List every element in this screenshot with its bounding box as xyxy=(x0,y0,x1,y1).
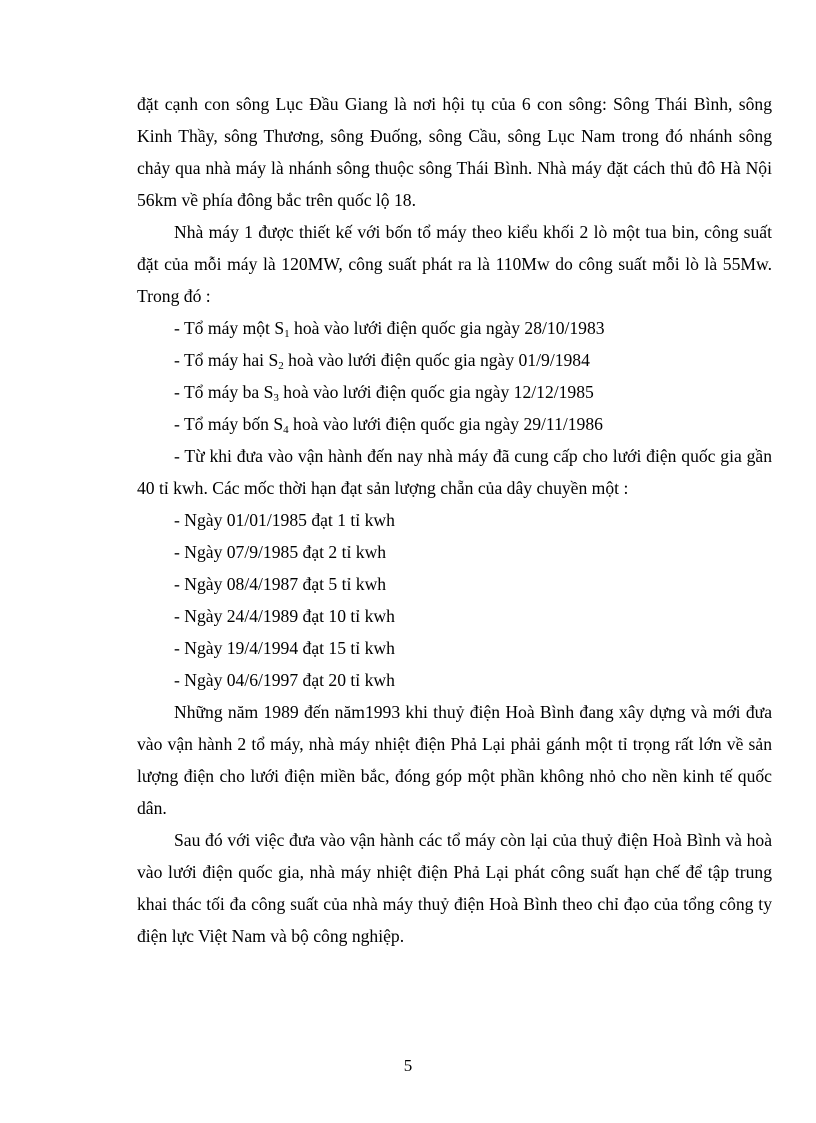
unit-item xyxy=(137,312,772,344)
unit-subscript: 4 xyxy=(283,424,289,436)
milestone-item: - Ngày 08/4/1987 đạt 5 tỉ kwh xyxy=(174,574,387,594)
milestone-item: - Ngày 07/9/1985 đạt 2 tỉ kwh xyxy=(174,542,387,562)
unit-prefix: - Tổ máy một S xyxy=(174,318,285,338)
paragraph-location: đặt cạnh con sông Lục Đầu Giang là nơi hội tụ của 6 con sông: Sông Thái Bình, sông Kinh Thầy, sông Thương, sông Đuống, sông Cầu, sông Lục Nam trong đó nhánh sông chảy qua nhà máy là nhánh sông thuộc sông Thái Bình. Nhà máy đặt cách thủ đô Hà Nội 56km về phía đông bắc trên quốc lộ 18. xyxy=(137,94,772,210)
unit-item xyxy=(137,376,772,408)
paragraph-history: Những năm 1989 đến năm1993 khi thuỷ điện Hoà Bình đang xây dựng và mới đưa vào vận hành 2 tổ máy, nhà máy nhiệt điện Phả Lại phải gánh một tỉ trọng rất lớn về sản lượng điện cho lưới điện miền bắc, đóng góp một phần không nhỏ cho nền kinh tế quốc dân. xyxy=(137,702,772,818)
unit-subscript: 2 xyxy=(278,360,284,372)
unit-list xyxy=(137,312,772,440)
unit-prefix: - Tổ máy ba S xyxy=(174,382,274,402)
milestone-list xyxy=(137,504,772,696)
unit-subscript: 3 xyxy=(273,392,279,404)
paragraph-output: - Từ khi đưa vào vận hành đến nay nhà máy đã cung cấp cho lưới điện quốc gia gần 40 tỉ kwh. Các mốc thời hạn đạt sản lượng chẵn của dây chuyền một : xyxy=(137,446,772,498)
milestone-item: - Ngày 04/6/1997 đạt 20 tỉ kwh xyxy=(174,670,395,690)
paragraph-current: Sau đó với việc đưa vào vận hành các tổ máy còn lại của thuỷ điện Hoà Bình và hoà vào lưới điện quốc gia, nhà máy nhiệt điện Phả Lại phát công suất hạn chế để tập trung khai thác tối đa công suất của nhà máy thuỷ điện Hoà Bình theo chỉ đạo của tổng công ty điện lực Việt Nam và bộ công nghiệp. xyxy=(137,830,772,946)
unit-suffix: hoà vào lưới điện quốc gia ngày 29/11/1986 xyxy=(288,414,603,434)
milestone-item: - Ngày 24/4/1989 đạt 10 tỉ kwh xyxy=(174,606,395,626)
unit-suffix: hoà vào lưới điện quốc gia ngày 28/10/1983 xyxy=(289,318,605,338)
paragraph-design: Nhà máy 1 được thiết kế với bốn tổ máy theo kiểu khối 2 lò một tua bin, công suất đặt của mỗi máy là 120MW, công suất phát ra là 110Mw do công suất mỗi lò là 55Mw. Trong đó : xyxy=(137,222,772,306)
unit-prefix: - Tổ máy hai S xyxy=(174,350,279,370)
unit-suffix: hoà vào lưới điện quốc gia ngày 12/12/1985 xyxy=(278,382,594,402)
milestone-item: - Ngày 01/01/1985 đạt 1 tỉ kwh xyxy=(174,510,395,530)
page-number: 5 xyxy=(403,1056,413,1075)
unit-suffix: hoà vào lưới điện quốc gia ngày 01/9/1984 xyxy=(283,350,590,370)
unit-item xyxy=(137,344,772,376)
unit-prefix: - Tổ máy bốn S xyxy=(174,414,284,434)
milestone-item: - Ngày 19/4/1994 đạt 15 tỉ kwh xyxy=(174,638,395,658)
unit-item xyxy=(137,408,772,440)
unit-subscript: 1 xyxy=(284,328,290,340)
document-body xyxy=(137,88,772,952)
